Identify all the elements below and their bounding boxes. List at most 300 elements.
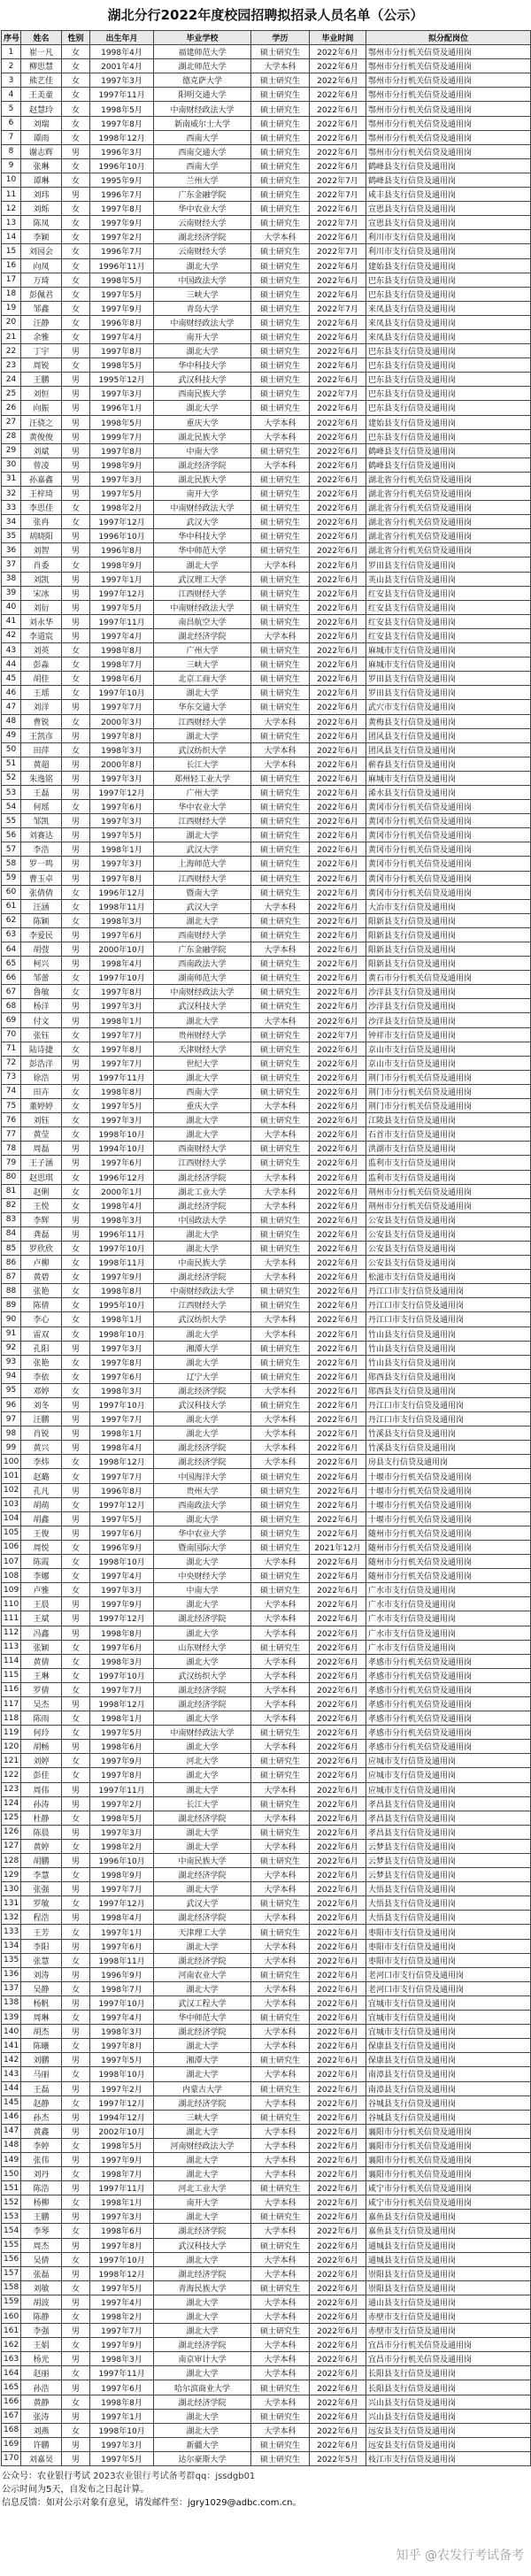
cell-position: 红安县支行信贷及通用岗 bbox=[366, 628, 531, 642]
cell-school: 湖北大学 bbox=[154, 344, 251, 358]
cell-position: 枣阳市支行信贷及通用岗 bbox=[366, 1939, 531, 1953]
table-row bbox=[2, 487, 531, 501]
cell-gender: 男 bbox=[62, 2409, 90, 2423]
cell-gender: 女 bbox=[62, 913, 90, 927]
cell-gender: 男 bbox=[62, 401, 90, 415]
cell-index: 132 bbox=[2, 1911, 21, 1925]
cell-index: 58 bbox=[2, 857, 21, 871]
cell-school: 华中师范大学 bbox=[154, 543, 251, 557]
cell-index: 60 bbox=[2, 885, 21, 899]
cell-birth: 1998年4月 bbox=[90, 1441, 154, 1455]
cell-school: 湖北大学 bbox=[154, 2124, 251, 2138]
table-row bbox=[2, 73, 531, 88]
cell-degree: 硕士研究生 bbox=[251, 1854, 310, 1868]
cell-index: 66 bbox=[2, 971, 21, 985]
cell-gender: 男 bbox=[62, 857, 90, 871]
cell-degree: 大学本科 bbox=[251, 2366, 310, 2380]
cell-gender: 男 bbox=[62, 1412, 90, 1426]
cell-school: 河南财经政法大学 bbox=[154, 2138, 251, 2152]
cell-gender: 女 bbox=[62, 1981, 90, 1995]
table-row bbox=[2, 1726, 531, 1740]
cell-gender: 女 bbox=[62, 273, 90, 287]
cell-degree: 硕士研究生 bbox=[251, 800, 310, 814]
cell-degree: 硕士研究生 bbox=[251, 315, 310, 329]
cell-birth: 1997年5月 bbox=[90, 2053, 154, 2067]
cell-position: 广水市支行信贷及通用岗 bbox=[366, 1626, 531, 1640]
cell-gender: 女 bbox=[62, 1555, 90, 1569]
footer-group-note: 2023农业银行考试备考群qq：jssdgb01 bbox=[93, 2472, 256, 2482]
cell-index: 4 bbox=[2, 88, 21, 102]
cell-graduation: 2022年6月 bbox=[310, 1611, 366, 1626]
cell-graduation: 2022年6月 bbox=[310, 45, 366, 59]
cell-name: 邓婷 bbox=[21, 1383, 62, 1397]
cell-graduation: 2022年6月 bbox=[310, 1127, 366, 1142]
table-row bbox=[2, 1483, 531, 1497]
table-row bbox=[2, 1326, 531, 1341]
cell-position: 广水市支行信贷及通用岗 bbox=[366, 1640, 531, 1654]
cell-birth: 1998年7月 bbox=[90, 2167, 154, 2181]
cell-gender: 女 bbox=[62, 2366, 90, 2380]
cell-name: 王梓琦 bbox=[21, 487, 62, 501]
cell-gender: 女 bbox=[62, 2167, 90, 2181]
cell-degree: 大学本科 bbox=[251, 1127, 310, 1142]
cell-name: 周杰 bbox=[21, 2238, 62, 2252]
cell-name: 曹锐 bbox=[21, 714, 62, 728]
cell-school: 湖北民族大学 bbox=[154, 472, 251, 486]
cell-position: 来凤县支行信贷及通用岗 bbox=[366, 315, 531, 329]
cell-name: 刘嘉昊 bbox=[21, 2451, 62, 2465]
table-row bbox=[2, 1042, 531, 1056]
cell-index: 8 bbox=[2, 144, 21, 158]
cell-birth: 1997年6月 bbox=[90, 800, 154, 814]
cell-degree: 大学本科 bbox=[251, 458, 310, 472]
cell-birth: 1998年9月 bbox=[90, 1868, 154, 1882]
cell-position: 英山县支行信贷及通用岗 bbox=[366, 572, 531, 586]
cell-graduation: 2022年6月 bbox=[310, 1212, 366, 1226]
cell-birth: 1998年3月 bbox=[90, 913, 154, 927]
cell-name: 李辉 bbox=[21, 1212, 62, 1226]
cell-gender: 女 bbox=[62, 1469, 90, 1483]
cell-position: 广水市支行信贷及通用岗 bbox=[366, 1583, 531, 1597]
table-row bbox=[2, 1668, 531, 1682]
cell-name: 谢志辉 bbox=[21, 144, 62, 158]
cell-index: 5 bbox=[2, 102, 21, 116]
cell-school: 天津财经大学 bbox=[154, 1042, 251, 1056]
cell-degree: 硕士研究生 bbox=[251, 1796, 310, 1811]
cell-position: 嘉鱼县支行信贷及通用岗 bbox=[366, 2224, 531, 2238]
cell-index: 112 bbox=[2, 1626, 21, 1640]
cell-gender: 女 bbox=[62, 244, 90, 258]
cell-degree: 大学本科 bbox=[251, 1696, 310, 1711]
cell-graduation: 2022年6月 bbox=[310, 1070, 366, 1084]
cell-birth: 1998年10月 bbox=[90, 1326, 154, 1341]
cell-index: 19 bbox=[2, 301, 21, 315]
cell-graduation: 2022年6月 bbox=[310, 1483, 366, 1497]
cell-gender: 男 bbox=[62, 344, 90, 358]
cell-position: 孝感市分行机关信贷及通用岗 bbox=[366, 1711, 531, 1726]
cell-degree: 硕士研究生 bbox=[251, 1070, 310, 1084]
cell-gender: 男 bbox=[62, 1441, 90, 1455]
cell-degree: 硕士研究生 bbox=[251, 643, 310, 657]
cell-gender: 男 bbox=[62, 2152, 90, 2166]
cell-gender: 男 bbox=[62, 842, 90, 857]
cell-school: 湖北经济学院 bbox=[154, 1811, 251, 1825]
cell-position: 荆门市分行机关信贷及通用岗 bbox=[366, 1099, 531, 1113]
cell-position: 竹溪县支行信贷及通用岗 bbox=[366, 1441, 531, 1455]
cell-position: 荆州市分行机关信贷及通用岗 bbox=[366, 1184, 531, 1198]
cell-school: 北京工商大学 bbox=[154, 672, 251, 686]
cell-gender: 女 bbox=[62, 1084, 90, 1098]
cell-name: 周悦 bbox=[21, 1540, 62, 1554]
table-row bbox=[2, 1070, 531, 1084]
cell-birth: 1997年5月 bbox=[90, 828, 154, 842]
cell-birth: 1997年3月 bbox=[90, 387, 154, 401]
table-row bbox=[2, 144, 531, 158]
cell-index: 105 bbox=[2, 1526, 21, 1540]
cell-gender: 女 bbox=[62, 1668, 90, 1682]
cell-name: 丁宇 bbox=[21, 344, 62, 358]
table-row bbox=[2, 686, 531, 700]
cell-graduation: 2022年6月 bbox=[310, 1013, 366, 1027]
cell-position: 十堰市分行机关信贷及通用岗 bbox=[366, 1511, 531, 1526]
cell-degree: 硕士研究生 bbox=[251, 785, 310, 799]
cell-school: 武汉科技大学 bbox=[154, 373, 251, 387]
table-row bbox=[2, 1882, 531, 1896]
cell-school: 湖北经济学院 bbox=[154, 1198, 251, 1212]
cell-birth: 1997年9月 bbox=[90, 2338, 154, 2352]
cell-degree: 硕士研究生 bbox=[251, 1056, 310, 1070]
cell-position: 十堰市分行机关信贷及通用岗 bbox=[366, 1469, 531, 1483]
cell-degree: 硕士研究生 bbox=[251, 1497, 310, 1511]
cell-position: 通城县支行信贷及通用岗 bbox=[366, 2252, 531, 2266]
cell-birth: 1998年12月 bbox=[90, 1455, 154, 1469]
cell-position: 保康县支行信贷及通用岗 bbox=[366, 2039, 531, 2053]
page-title: 湖北分行2022年度校园招聘拟招录人员名单（公示） bbox=[107, 7, 424, 23]
cell-gender: 男 bbox=[62, 2081, 90, 2095]
cell-graduation: 2022年6月 bbox=[310, 1953, 366, 1967]
cell-name: 王琳 bbox=[21, 1668, 62, 1682]
cell-position: 云梦县支行信贷及通用岗 bbox=[366, 1839, 531, 1853]
cell-index: 1 bbox=[2, 45, 21, 59]
cell-position: 郧西县支行信贷及通用岗 bbox=[366, 1383, 531, 1397]
cell-school: 湖北大学 bbox=[154, 1555, 251, 1569]
cell-name: 刘婷 bbox=[21, 1754, 62, 1768]
cell-school: 江西财经大学 bbox=[154, 714, 251, 728]
cell-birth: 1996年11月 bbox=[90, 1226, 154, 1241]
footer-notes bbox=[0, 2470, 531, 2510]
cell-index: 149 bbox=[2, 2152, 21, 2166]
cell-degree: 硕士研究生 bbox=[251, 771, 310, 785]
cell-gender: 男 bbox=[62, 144, 90, 158]
cell-school: 湖北经济学院 bbox=[154, 2266, 251, 2280]
cell-graduation: 2022年6月 bbox=[310, 1811, 366, 1825]
cell-position: 通山县支行信贷及通用岗 bbox=[366, 2295, 531, 2309]
cell-school: 湖北经济学院 bbox=[154, 1911, 251, 1925]
cell-index: 125 bbox=[2, 1811, 21, 1825]
cell-gender: 女 bbox=[62, 643, 90, 657]
cell-position: 崇阳县支行信贷及通用岗 bbox=[366, 2280, 531, 2295]
cell-degree: 硕士研究生 bbox=[251, 88, 310, 102]
cell-graduation: 2022年6月 bbox=[310, 1754, 366, 1768]
cell-degree: 大学本科 bbox=[251, 2025, 310, 2039]
cell-gender: 女 bbox=[62, 1355, 90, 1369]
cell-birth: 1998年1月 bbox=[90, 842, 154, 857]
cell-birth: 1997年1月 bbox=[90, 1925, 154, 1939]
cell-index: 152 bbox=[2, 2195, 21, 2210]
cell-gender: 男 bbox=[62, 1511, 90, 1526]
cell-birth: 1997年3月 bbox=[90, 2437, 154, 2451]
cell-name: 刘玮 bbox=[21, 188, 62, 202]
cell-degree: 大学本科 bbox=[251, 1953, 310, 1967]
cell-graduation: 2022年6月 bbox=[310, 2338, 366, 2352]
table-row bbox=[2, 315, 531, 329]
cell-birth: 1998年6月 bbox=[90, 2224, 154, 2238]
cell-gender: 男 bbox=[62, 2238, 90, 2252]
cell-school: 天津理工大学 bbox=[154, 1925, 251, 1939]
cell-birth: 1997年10月 bbox=[90, 2252, 154, 2266]
cell-birth: 1997年9月 bbox=[90, 1270, 154, 1284]
cell-index: 65 bbox=[2, 957, 21, 971]
cell-name: 周磊 bbox=[21, 1142, 62, 1156]
cell-birth: 1997年7月 bbox=[90, 1412, 154, 1426]
cell-degree: 硕士研究生 bbox=[251, 158, 310, 173]
cell-school: 重庆大学 bbox=[154, 415, 251, 429]
cell-position: 丹江口市支行信贷及通用岗 bbox=[366, 1284, 531, 1298]
cell-position: 咸丰县支行信贷及通用岗 bbox=[366, 188, 531, 202]
cell-degree: 硕士研究生 bbox=[251, 344, 310, 358]
cell-birth: 1997年9月 bbox=[90, 301, 154, 315]
table-row bbox=[2, 2095, 531, 2110]
cell-position: 丹江口市支行信贷及通用岗 bbox=[366, 1298, 531, 1312]
cell-index: 110 bbox=[2, 1597, 21, 1611]
cell-index: 38 bbox=[2, 572, 21, 586]
cell-graduation: 2022年6月 bbox=[310, 1896, 366, 1911]
cell-degree: 硕士研究生 bbox=[251, 1896, 310, 1911]
cell-position: 黄冈市分行机关信贷及通用岗 bbox=[366, 842, 531, 857]
cell-graduation: 2022年6月 bbox=[310, 202, 366, 216]
cell-index: 41 bbox=[2, 614, 21, 628]
cell-degree: 大学本科 bbox=[251, 2067, 310, 2081]
cell-degree: 硕士研究生 bbox=[251, 387, 310, 401]
table-row bbox=[2, 329, 531, 343]
cell-school: 武汉纺织大学 bbox=[154, 1668, 251, 1682]
cell-position: 应城市支行信贷及通用岗 bbox=[366, 1768, 531, 1782]
cell-degree: 硕士研究生 bbox=[251, 2409, 310, 2423]
cell-graduation: 2022年6月 bbox=[310, 757, 366, 771]
cell-school: 湖北大学 bbox=[154, 2409, 251, 2423]
cell-graduation: 2022年6月 bbox=[310, 2110, 366, 2124]
cell-school: 青海民族大学 bbox=[154, 2280, 251, 2295]
cell-degree: 硕士研究生 bbox=[251, 985, 310, 999]
table-row bbox=[2, 1583, 531, 1597]
cell-birth: 1996年1月 bbox=[90, 401, 154, 415]
cell-birth: 1998年8月 bbox=[90, 2395, 154, 2409]
cell-graduation: 2022年6月 bbox=[310, 971, 366, 985]
cell-school: 暨南国际大学 bbox=[154, 1540, 251, 1554]
cell-gender: 女 bbox=[62, 2195, 90, 2210]
table-row bbox=[2, 700, 531, 714]
cell-birth: 1997年11月 bbox=[90, 88, 154, 102]
cell-birth: 1998年4月 bbox=[90, 1198, 154, 1212]
cell-position: 咸宁市分行机关信贷及通用岗 bbox=[366, 2181, 531, 2195]
cell-index: 30 bbox=[2, 458, 21, 472]
cell-birth: 1997年8月 bbox=[90, 443, 154, 458]
table-row bbox=[2, 2195, 531, 2210]
cell-degree: 大学本科 bbox=[251, 1455, 310, 1469]
cell-name: 王晨 bbox=[21, 1597, 62, 1611]
table-row bbox=[2, 1426, 531, 1441]
cell-name: 王鹏 bbox=[21, 2210, 62, 2224]
table-row bbox=[2, 472, 531, 486]
cell-school: 辽宁大学 bbox=[154, 1369, 251, 1383]
cell-name: 王磊 bbox=[21, 785, 62, 799]
cell-degree: 硕士研究生 bbox=[251, 927, 310, 942]
cell-gender: 男 bbox=[62, 728, 90, 742]
cell-name: 杜静 bbox=[21, 1811, 62, 1825]
table-row bbox=[2, 1398, 531, 1412]
cell-gender: 男 bbox=[62, 373, 90, 387]
cell-index: 87 bbox=[2, 1270, 21, 1284]
cell-degree: 硕士研究生 bbox=[251, 273, 310, 287]
table-row bbox=[2, 742, 531, 757]
cell-name: 胡杰 bbox=[21, 2025, 62, 2039]
cell-school: 华东交通大学 bbox=[154, 700, 251, 714]
cell-index: 137 bbox=[2, 1981, 21, 1995]
cell-gender: 女 bbox=[62, 2280, 90, 2295]
cell-name: 汪鹏 bbox=[21, 1412, 62, 1426]
table-row bbox=[2, 1099, 531, 1113]
cell-degree: 硕士研究生 bbox=[251, 2081, 310, 2095]
cell-degree: 硕士研究生 bbox=[251, 1754, 310, 1768]
cell-position: 鹤峰县支行信贷及通用岗 bbox=[366, 158, 531, 173]
cell-name: 谭琳 bbox=[21, 173, 62, 187]
cell-gender: 女 bbox=[62, 1284, 90, 1298]
cell-school: 华中农业大学 bbox=[154, 202, 251, 216]
cell-gender: 男 bbox=[62, 1626, 90, 1640]
table-row bbox=[2, 2039, 531, 2053]
cell-school: 河北大学 bbox=[154, 1754, 251, 1768]
cell-birth: 1998年3月 bbox=[90, 1212, 154, 1226]
cell-index: 6 bbox=[2, 116, 21, 130]
cell-index: 56 bbox=[2, 828, 21, 842]
cell-index: 68 bbox=[2, 999, 21, 1013]
cell-position: 孝感市分行机关信贷及通用岗 bbox=[366, 1654, 531, 1668]
table-row bbox=[2, 202, 531, 216]
cell-graduation: 2022年6月 bbox=[310, 1696, 366, 1711]
cell-graduation: 2022年6月 bbox=[310, 557, 366, 572]
cell-birth: 1997年6月 bbox=[90, 1640, 154, 1654]
cell-name: 刘丹 bbox=[21, 2167, 62, 2181]
cell-name: 赵静 bbox=[21, 2095, 62, 2110]
cell-school: 西南大学 bbox=[154, 158, 251, 173]
cell-birth: 1997年3月 bbox=[90, 999, 154, 1013]
cell-position: 应城市支行信贷及通用岗 bbox=[366, 1782, 531, 1796]
cell-birth: 1996年9月 bbox=[90, 1540, 154, 1554]
cell-graduation: 2022年6月 bbox=[310, 657, 366, 672]
cell-school: 西南财经大学 bbox=[154, 1142, 251, 1156]
cell-index: 11 bbox=[2, 188, 21, 202]
table-row bbox=[2, 2266, 531, 2280]
cell-school: 湖北经济学院 bbox=[154, 1953, 251, 1967]
cell-school: 江西财经大学 bbox=[154, 871, 251, 885]
table-row bbox=[2, 1782, 531, 1796]
cell-graduation: 2021年12月 bbox=[310, 1540, 366, 1554]
cell-position: 老河口市支行信贷及通用岗 bbox=[366, 1981, 531, 1995]
cell-birth: 1997年8月 bbox=[90, 2238, 154, 2252]
cell-graduation: 2022年6月 bbox=[310, 1156, 366, 1170]
cell-birth: 1997年12月 bbox=[90, 586, 154, 600]
cell-school: 中南民族大学 bbox=[154, 1256, 251, 1270]
cell-name: 刘冬 bbox=[21, 1398, 62, 1412]
cell-school: 湖北经济学院 bbox=[154, 2025, 251, 2039]
cell-position: 竹山县支行信贷及通用岗 bbox=[366, 1341, 531, 1355]
cell-graduation: 2022年6月 bbox=[310, 1526, 366, 1540]
cell-gender: 女 bbox=[62, 1099, 90, 1113]
cell-position: 赤壁市支行信贷及通用岗 bbox=[366, 2324, 531, 2338]
cell-birth: 1998年4月 bbox=[90, 1911, 154, 1925]
cell-school: 湖北经济学院 bbox=[154, 1170, 251, 1184]
table-row bbox=[2, 1911, 531, 1925]
cell-name: 李阳 bbox=[21, 1939, 62, 1953]
cell-gender: 女 bbox=[62, 899, 90, 913]
cell-graduation: 2022年6月 bbox=[310, 1398, 366, 1412]
table-row bbox=[2, 2081, 531, 2095]
cell-name: 田萍 bbox=[21, 742, 62, 757]
cell-gender: 男 bbox=[62, 1398, 90, 1412]
cell-name: 王芳 bbox=[21, 1925, 62, 1939]
cell-position: 老河口市支行信贷及通用岗 bbox=[366, 1967, 531, 1981]
cell-position: 公安县支行信贷及通用岗 bbox=[366, 1212, 531, 1226]
cell-name: 刘鹏 bbox=[21, 2053, 62, 2067]
cell-index: 13 bbox=[2, 216, 21, 230]
cell-birth: 1997年8月 bbox=[90, 1042, 154, 1056]
cell-birth: 1997年12月 bbox=[90, 1611, 154, 1626]
cell-graduation: 2022年6月 bbox=[310, 828, 366, 842]
cell-name: 孙嘉鑫 bbox=[21, 472, 62, 486]
cell-degree: 硕士研究生 bbox=[251, 1113, 310, 1127]
cell-name: 周锐 bbox=[21, 358, 62, 373]
cell-degree: 大学本科 bbox=[251, 429, 310, 443]
cell-degree: 大学本科 bbox=[251, 1312, 310, 1326]
cell-school: 湖北大学 bbox=[154, 1825, 251, 1839]
cell-index: 135 bbox=[2, 1953, 21, 1967]
table-row bbox=[2, 443, 531, 458]
table-row bbox=[2, 1212, 531, 1226]
cell-graduation: 2022年6月 bbox=[310, 871, 366, 885]
cell-name: 胡畅 bbox=[21, 1740, 62, 1754]
cell-name: 刘涛 bbox=[21, 1967, 62, 1981]
cell-position: 来凤县支行信贷及通用岗 bbox=[366, 329, 531, 343]
cell-birth: 2000年1月 bbox=[90, 1184, 154, 1198]
cell-position: 公安县支行信贷及通用岗 bbox=[366, 1241, 531, 1255]
cell-graduation: 2022年6月 bbox=[310, 785, 366, 799]
cell-birth: 1997年6月 bbox=[90, 1156, 154, 1170]
cell-degree: 大学本科 bbox=[251, 2138, 310, 2152]
cell-gender: 女 bbox=[62, 1113, 90, 1127]
cell-position: 云梦县支行信贷及通用岗 bbox=[366, 1854, 531, 1868]
cell-index: 139 bbox=[2, 2011, 21, 2025]
cell-name: 张磊 bbox=[21, 2266, 62, 2280]
cell-graduation: 2022年6月 bbox=[310, 1768, 366, 1782]
cell-index: 82 bbox=[2, 1198, 21, 1212]
cell-school: 新南威尔士大学 bbox=[154, 116, 251, 130]
cell-position: 广水市支行信贷及通用岗 bbox=[366, 1597, 531, 1611]
cell-gender: 男 bbox=[62, 757, 90, 771]
cell-index: 168 bbox=[2, 2423, 21, 2437]
cell-name: 李依 bbox=[21, 1369, 62, 1383]
cell-birth: 1996年8月 bbox=[90, 543, 154, 557]
cell-degree: 硕士研究生 bbox=[251, 1967, 310, 1981]
